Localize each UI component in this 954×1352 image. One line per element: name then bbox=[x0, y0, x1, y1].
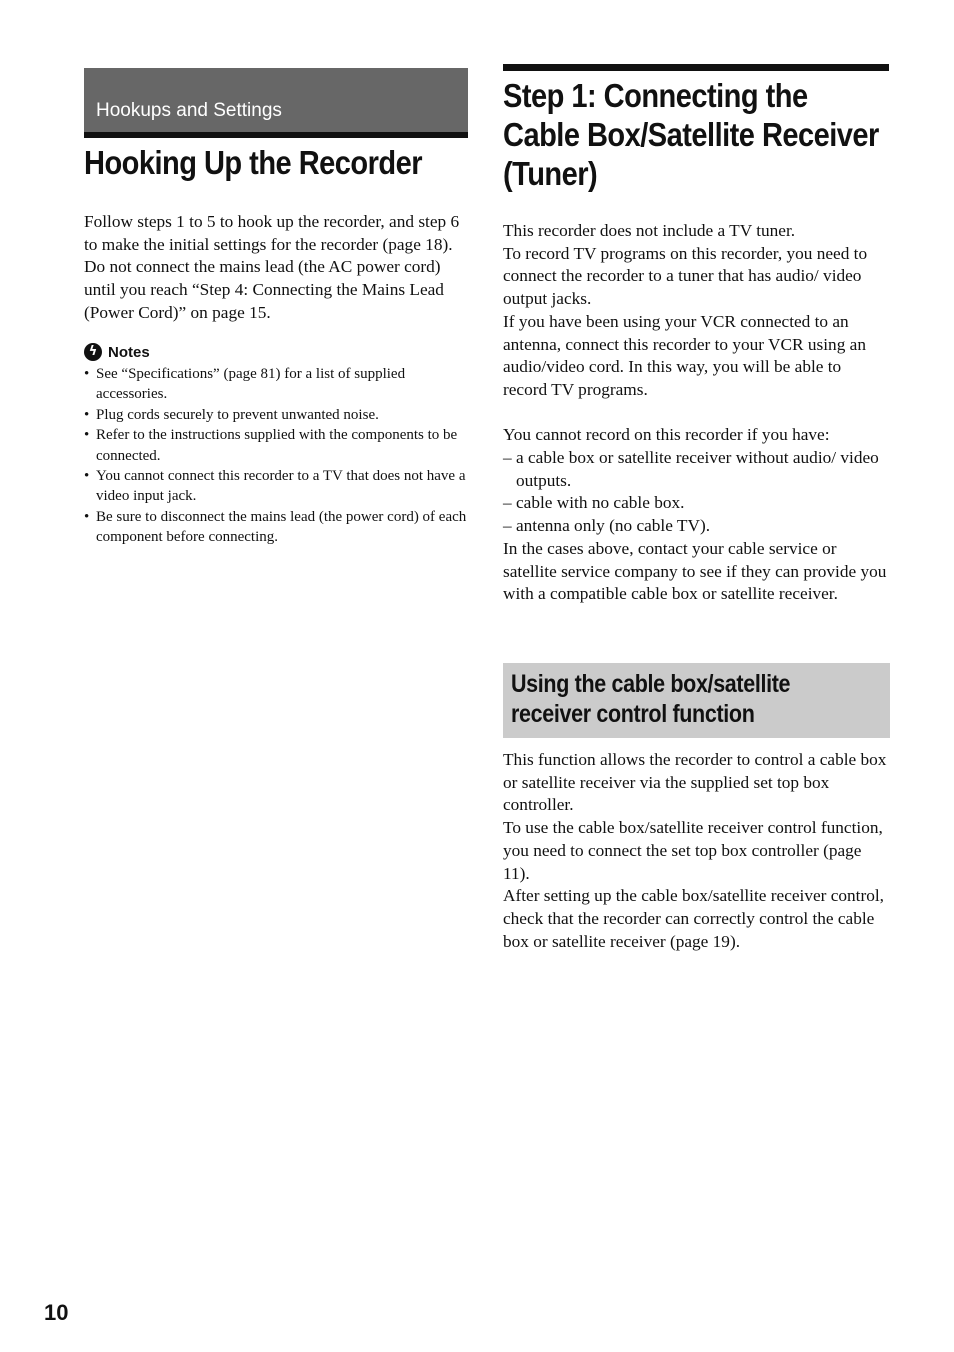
intro-paragraph: Follow steps 1 to 5 to hook up the recorder, and step 6 to make the initial settings for the recorder (page 18). Do not connect the mains lead (the AC power cord) until you reach “Step 4: Connecting the Mains Lead (Power Cord)” on page 15. bbox=[84, 212, 460, 322]
list-item: – cable with no cable box. bbox=[503, 492, 889, 515]
subsection-body bbox=[503, 749, 889, 953]
list-item: – a cable box or satellite receiver without audio/ video outputs. bbox=[503, 447, 889, 492]
paragraph: In the cases above, contact your cable service or satellite service company to see if they can provide you with a compatible cable box or satellite receiver. bbox=[503, 538, 887, 604]
paragraph: To record TV programs on this recorder, you need to connect the recorder to a tuner that has audio/ video output jacks. bbox=[503, 243, 868, 309]
section-tab-label: Hookups and Settings bbox=[96, 100, 282, 121]
heading-rule bbox=[503, 64, 889, 71]
paragraph: If you have been using your VCR connected to an antenna, connect this recorder to your VCR using an audio/video cord. In this way, you will be able to record TV programs. bbox=[503, 311, 866, 399]
step-title: Step 1: Connecting the Cable Box/Satellite Receiver (Tuner) bbox=[503, 77, 879, 192]
cannot-record-list bbox=[503, 447, 889, 538]
section-divider bbox=[84, 132, 468, 138]
note-item: • Be sure to disconnect the mains lead (the power cord) of each component before connecting. bbox=[84, 507, 468, 548]
paragraph: You cannot record on this recorder if you have: bbox=[503, 425, 830, 445]
paragraph: To use the cable box/satellite receiver control function, you need to connect the set top box controller (page 11). bbox=[503, 818, 883, 883]
list-item: – antenna only (no cable TV). bbox=[503, 515, 889, 538]
page-title: Hooking Up the Recorder bbox=[84, 144, 422, 181]
note-item: • You cannot connect this recorder to a TV that does not have a video input jack. bbox=[84, 466, 468, 507]
paragraph: After setting up the cable box/satellite receiver control, check that the recorder can correctly control the cable box or satellite receiver (page 19). bbox=[503, 886, 884, 951]
note-item: • Refer to the instructions supplied with the components to be connected. bbox=[84, 425, 468, 466]
paragraph: This recorder does not include a TV tuner. bbox=[503, 221, 796, 240]
notes-heading bbox=[84, 343, 150, 361]
page-number: 10 bbox=[44, 1300, 69, 1325]
section-tab bbox=[84, 68, 468, 132]
subsection-heading-box bbox=[503, 663, 890, 738]
note-item: • Plug cords securely to prevent unwanted noise. bbox=[84, 405, 468, 425]
step-body bbox=[503, 220, 889, 606]
paragraph: This function allows the recorder to control a cable box or satellite receiver via the supplied set top box controller. bbox=[503, 750, 887, 815]
note-item: • See “Specifications” (page 81) for a list of supplied accessories. bbox=[84, 364, 468, 405]
notes-icon: ϟ bbox=[84, 343, 102, 361]
notes-list bbox=[84, 364, 468, 548]
notes-label: Notes bbox=[108, 343, 150, 361]
subsection-heading: Using the cable box/satellite receiver control function bbox=[511, 670, 791, 728]
